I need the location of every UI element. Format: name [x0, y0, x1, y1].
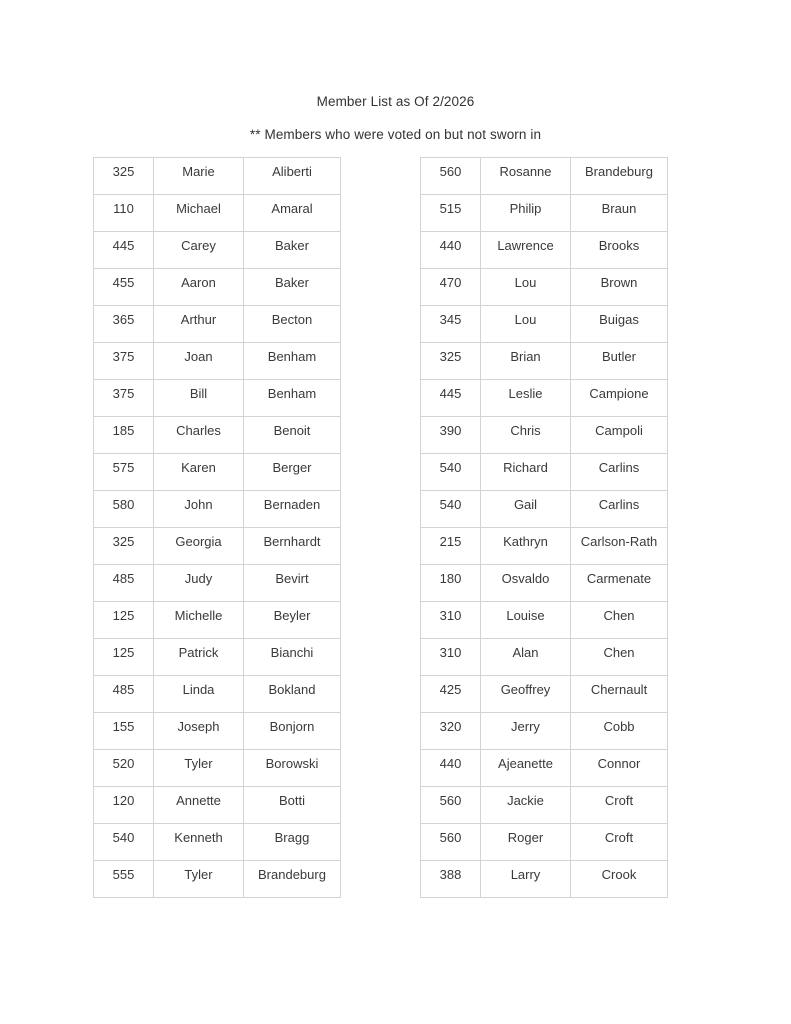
member-first-name: Roger	[481, 824, 571, 861]
member-last-name: Crook	[571, 861, 668, 898]
member-last-name: Bernaden	[244, 491, 341, 528]
member-number: 485	[94, 565, 154, 602]
member-first-name: Marie	[154, 158, 244, 195]
member-number: 388	[421, 861, 481, 898]
member-last-name: Bokland	[244, 676, 341, 713]
member-last-name: Campione	[571, 380, 668, 417]
member-number: 485	[94, 676, 154, 713]
member-last-name: Becton	[244, 306, 341, 343]
member-first-name: Patrick	[154, 639, 244, 676]
table-row	[94, 491, 341, 528]
table-row	[94, 750, 341, 787]
member-first-name: Alan	[481, 639, 571, 676]
member-number: 375	[94, 343, 154, 380]
member-last-name: Campoli	[571, 417, 668, 454]
member-last-name: Croft	[571, 824, 668, 861]
member-first-name: Jerry	[481, 713, 571, 750]
member-first-name: Joan	[154, 343, 244, 380]
table-row	[94, 232, 341, 269]
member-last-name: Bianchi	[244, 639, 341, 676]
member-last-name: Baker	[244, 269, 341, 306]
member-first-name: Michelle	[154, 602, 244, 639]
member-last-name: Carlson-Rath	[571, 528, 668, 565]
member-first-name: Karen	[154, 454, 244, 491]
member-number: 110	[94, 195, 154, 232]
member-first-name: Chris	[481, 417, 571, 454]
member-first-name: Kenneth	[154, 824, 244, 861]
member-number: 470	[421, 269, 481, 306]
page-title: Member List as Of 2/2026	[316, 94, 475, 109]
member-last-name: Bernhardt	[244, 528, 341, 565]
member-number: 375	[94, 380, 154, 417]
table-row	[421, 491, 668, 528]
table-row	[421, 602, 668, 639]
member-last-name: Benoit	[244, 417, 341, 454]
member-first-name: Rosanne	[481, 158, 571, 195]
table-row	[94, 417, 341, 454]
member-first-name: Geoffrey	[481, 676, 571, 713]
member-first-name: Ajeanette	[481, 750, 571, 787]
member-last-name: Bonjorn	[244, 713, 341, 750]
member-number: 155	[94, 713, 154, 750]
table-row	[94, 343, 341, 380]
member-number: 575	[94, 454, 154, 491]
member-first-name: Philip	[481, 195, 571, 232]
member-first-name: Leslie	[481, 380, 571, 417]
member-last-name: Carlins	[571, 491, 668, 528]
table-row	[421, 528, 668, 565]
member-last-name: Carlins	[571, 454, 668, 491]
member-number: 390	[421, 417, 481, 454]
member-number: 365	[94, 306, 154, 343]
member-number: 540	[421, 491, 481, 528]
member-number: 520	[94, 750, 154, 787]
member-first-name: Georgia	[154, 528, 244, 565]
table-row	[94, 380, 341, 417]
member-first-name: Aaron	[154, 269, 244, 306]
member-last-name: Cobb	[571, 713, 668, 750]
member-last-name: Benham	[244, 380, 341, 417]
member-last-name: Brown	[571, 269, 668, 306]
table-row	[94, 824, 341, 861]
table-row	[421, 269, 668, 306]
member-last-name: Benham	[244, 343, 341, 380]
table-row	[421, 565, 668, 602]
member-number: 125	[94, 639, 154, 676]
table-row	[421, 676, 668, 713]
page-subtitle: ** Members who were voted on but not sworn in	[249, 127, 542, 142]
member-number: 215	[421, 528, 481, 565]
member-number: 580	[94, 491, 154, 528]
member-number: 325	[421, 343, 481, 380]
member-number: 445	[94, 232, 154, 269]
table-row	[94, 158, 341, 195]
member-first-name: Kathryn	[481, 528, 571, 565]
table-row	[421, 380, 668, 417]
member-first-name: Lou	[481, 269, 571, 306]
member-first-name: Arthur	[154, 306, 244, 343]
member-first-name: Brian	[481, 343, 571, 380]
member-last-name: Brandeburg	[244, 861, 341, 898]
member-table-right	[420, 157, 668, 898]
table-row	[94, 713, 341, 750]
member-number: 440	[421, 232, 481, 269]
member-last-name: Amaral	[244, 195, 341, 232]
member-last-name: Brandeburg	[571, 158, 668, 195]
member-number: 440	[421, 750, 481, 787]
member-first-name: Bill	[154, 380, 244, 417]
table-row	[94, 676, 341, 713]
member-first-name: Louise	[481, 602, 571, 639]
member-first-name: Annette	[154, 787, 244, 824]
member-first-name: Lou	[481, 306, 571, 343]
member-last-name: Butler	[571, 343, 668, 380]
member-last-name: Baker	[244, 232, 341, 269]
member-last-name: Chen	[571, 639, 668, 676]
table-row	[421, 454, 668, 491]
member-number: 445	[421, 380, 481, 417]
member-number: 185	[94, 417, 154, 454]
member-table-left	[93, 157, 341, 898]
member-number: 540	[94, 824, 154, 861]
table-row	[94, 195, 341, 232]
member-number: 515	[421, 195, 481, 232]
member-number: 455	[94, 269, 154, 306]
member-number: 555	[94, 861, 154, 898]
table-row	[421, 787, 668, 824]
member-number: 180	[421, 565, 481, 602]
table-row	[94, 787, 341, 824]
table-row	[94, 861, 341, 898]
table-row	[94, 528, 341, 565]
table-row	[421, 824, 668, 861]
member-number: 125	[94, 602, 154, 639]
member-last-name: Berger	[244, 454, 341, 491]
member-first-name: Joseph	[154, 713, 244, 750]
table-row	[421, 343, 668, 380]
member-first-name: Tyler	[154, 750, 244, 787]
table-row	[421, 861, 668, 898]
member-number: 310	[421, 639, 481, 676]
member-last-name: Brooks	[571, 232, 668, 269]
member-number: 560	[421, 787, 481, 824]
table-row	[421, 306, 668, 343]
table-row	[421, 713, 668, 750]
member-last-name: Connor	[571, 750, 668, 787]
member-last-name: Carmenate	[571, 565, 668, 602]
member-number: 120	[94, 787, 154, 824]
member-first-name: John	[154, 491, 244, 528]
member-first-name: Judy	[154, 565, 244, 602]
member-last-name: Borowski	[244, 750, 341, 787]
table-row	[421, 158, 668, 195]
table-row	[421, 639, 668, 676]
table-row	[94, 306, 341, 343]
member-last-name: Buigas	[571, 306, 668, 343]
member-first-name: Linda	[154, 676, 244, 713]
member-first-name: Tyler	[154, 861, 244, 898]
member-first-name: Carey	[154, 232, 244, 269]
member-last-name: Bragg	[244, 824, 341, 861]
member-number: 540	[421, 454, 481, 491]
member-last-name: Chen	[571, 602, 668, 639]
member-number: 560	[421, 158, 481, 195]
table-row	[421, 195, 668, 232]
member-number: 325	[94, 528, 154, 565]
member-first-name: Jackie	[481, 787, 571, 824]
member-number: 310	[421, 602, 481, 639]
member-first-name: Gail	[481, 491, 571, 528]
member-last-name: Botti	[244, 787, 341, 824]
member-first-name: Osvaldo	[481, 565, 571, 602]
table-row	[421, 750, 668, 787]
table-row	[94, 565, 341, 602]
member-number: 345	[421, 306, 481, 343]
member-number: 325	[94, 158, 154, 195]
table-row	[94, 602, 341, 639]
member-first-name: Richard	[481, 454, 571, 491]
member-last-name: Braun	[571, 195, 668, 232]
member-first-name: Charles	[154, 417, 244, 454]
member-last-name: Aliberti	[244, 158, 341, 195]
member-number: 560	[421, 824, 481, 861]
table-row	[421, 232, 668, 269]
table-row	[94, 454, 341, 491]
member-last-name: Croft	[571, 787, 668, 824]
member-last-name: Chernault	[571, 676, 668, 713]
table-row	[94, 269, 341, 306]
table-row	[94, 639, 341, 676]
member-first-name: Lawrence	[481, 232, 571, 269]
member-first-name: Michael	[154, 195, 244, 232]
member-last-name: Bevirt	[244, 565, 341, 602]
member-number: 320	[421, 713, 481, 750]
member-number: 425	[421, 676, 481, 713]
member-last-name: Beyler	[244, 602, 341, 639]
member-first-name: Larry	[481, 861, 571, 898]
table-row	[421, 417, 668, 454]
